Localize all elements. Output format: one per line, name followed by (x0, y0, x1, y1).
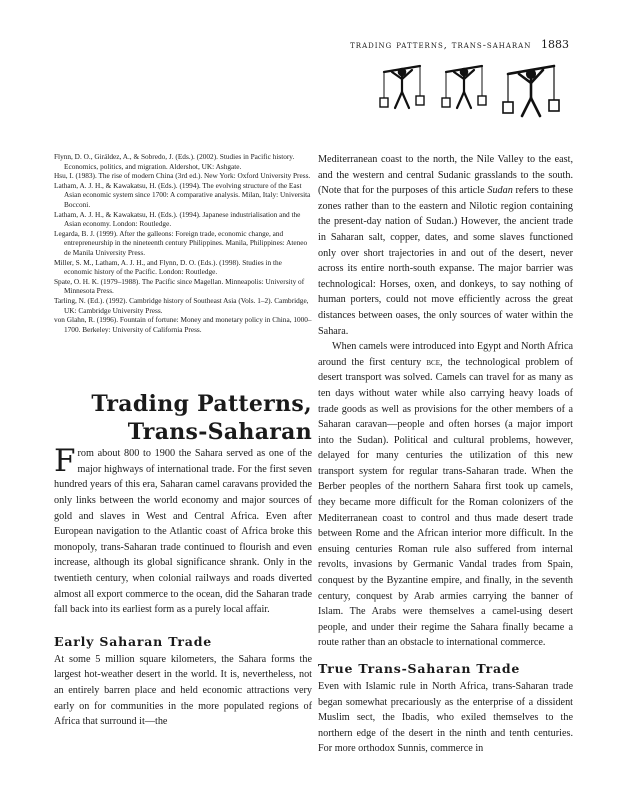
section-heading-true-trans-saharan-trade: True Trans-Saharan Trade (318, 661, 521, 676)
running-head (350, 38, 569, 51)
reference-item: von Glahn, R. (1996). Fountain of fortune: Money and monetary policy in China, 1000–1700. Berkeley: University of California Press. (54, 315, 312, 334)
water-carrier-figures-icon (378, 62, 578, 122)
text-run: , the technological problem of desert transport was solved. Camels can travel for as many as ten days without water while also carrying heavy loads of trade goods as well as provisions for the other members of a Saharan caravan—people and often horses (a major import into the Sudan). Political and cultural problems, however, delayed for many centuries the utilization of this new transport system for regular trans-Saharan trade. When the Berber peoples of the northern Sahara first took up camels, they became more difficult for the Roman colonizers of the Mediterranean coast to control and thus made desert trade between Rome and the African interior more difficult. In the ensuing centuries Roman rule also suffered from internal revolts, invasions by Germanic Vandal trades from Spain, conquest by the Byzantine empire, and finally, in the seventh century, conquest by Arab armies carrying the banner of Islam. The Arabs were themselves a camel-using desert people, and under their regime the Sahara finally became a route rather than an obstacle to international commerce. (318, 356, 573, 649)
article-title-line-2: Trans-Saharan (127, 419, 312, 446)
right-column (318, 152, 573, 757)
intro-paragraph (54, 443, 312, 618)
water-carrier-figure-icon (378, 62, 426, 114)
reference-item: Latham, A. J. H., & Kawakatsu, H. (Eds.). (1994). The evolving structure of the East Asian economic system since 1700: A comparative analysis. Milan, Italy: Universita Bocconi. (54, 180, 311, 209)
article-title (54, 390, 312, 446)
body-paragraph (318, 339, 573, 651)
emphasis-sudan: Sudan (487, 185, 513, 197)
body-paragraph (318, 152, 573, 339)
section-heading-early-saharan-trade: Early Saharan Trade (54, 633, 212, 649)
body-paragraph: Even with Islamic rule in North Africa, trans-Saharan trade began somewhat precariously as the enterprise of a dissident Muslim sect, the Ibadis, who exiled themselves to the northern edge of the desert in the ninth and tenth centuries. For more orthodox Sunnis, commerce in (318, 681, 573, 755)
water-carrier-figure-icon (502, 62, 560, 122)
reference-item: Tarling, N. (Ed.). (1992). Cambridge history of Southeast Asia (Vols. 1–2). Cambridge, UK: Cambridge University Press. (54, 295, 309, 315)
reference-list (54, 152, 312, 334)
body-paragraph: At some 5 million square kilometers, the Sahara forms the largest hot-weather desert in the world. It is, nevertheless, not an entirely barren place and held economic attractions very early on for communities in the more populated regions of Africa that surround it—the (54, 653, 312, 728)
reference-item: Latham, A. J. H., & Kawakatsu, H. (Eds.). (1994). Japanese industrialisation and the Asian economy. London: Routledge. (54, 209, 301, 229)
water-carrier-figure-icon (440, 62, 488, 114)
text-run: Mediterranean coast to the north, the Nile Valley to the east, and the western and central Sudanic grasslands to the south. (Note that for the purposes of this article (318, 154, 573, 197)
text-run: refers to these zones rather than to the eastern and Nilotic region containing the present-day nation of Sudan.) However, the ancient trade in Saharan salt, copper, dates, and some slaves functioned only over short trajectories in and out of the desert, never across its entire north-south expanse. The major barrier was technological: Horses, oxen, and donkeys, to say nothing of human porters, could not move efficiently across the great distances between oases, the only sources of water within the Sahara. (318, 185, 574, 337)
reference-item: Miller, S. M., Latham, A. J. H., and Flynn, D. O. (Eds.). (1998). Studies in the economic history of the Pacific. London: Routledge. (54, 257, 282, 277)
intro-text: rom about 800 to 1900 the Sahara served as one of the major highways of international trade. For the first seven hundred years of this era, Saharan camel caravans provided the only links between the world economy and major sources of gold and slaves in West and Central Africa. Even after European navigation to the Atlantic coast of Africa broke this monopoly, trans-Saharan trade continued to flourish and even increase, although its global significance shrank. Only in the twentieth century, when colonial railways and roads diverted almost all export commerce to the ocean, did the Saharan trade fall back into its earliest form as a purely local affair. (54, 448, 312, 616)
page-number: 1883 (541, 38, 569, 51)
reference-item: Flynn, D. O., Giráldez, A., & Sobredo, J. (Eds.). (2002). Studies in Pacific history. Economics, politics, and migration. Aldershot, UK: Ashgate. (54, 152, 295, 171)
article-title-line-1: Trading Patterns, (91, 391, 312, 418)
running-head-title: trading patterns, trans-saharan (350, 40, 532, 51)
left-column (54, 152, 312, 730)
era-abbreviation: bce (426, 356, 440, 368)
reference-item: Spate, O. H. K. (1979–1988). The Pacific since Magellan. Minneapolis: University of Minnesota Press. (54, 276, 305, 296)
reference-item: Hsu, I. (1983). The rise of modern China (3rd ed.). New York: Oxford University Press. (54, 171, 311, 181)
reference-item: Legarda, B. J. (1999). After the galleons: Foreign trade, economic change, and entrepreneurship in the nineteenth century Philippines. Manila, Philippines: Ateneo de Manila University Press. (54, 228, 308, 257)
drop-cap: F (54, 443, 76, 480)
text-run: When camels were introduced into Egypt and North Africa around the first century (318, 341, 573, 368)
